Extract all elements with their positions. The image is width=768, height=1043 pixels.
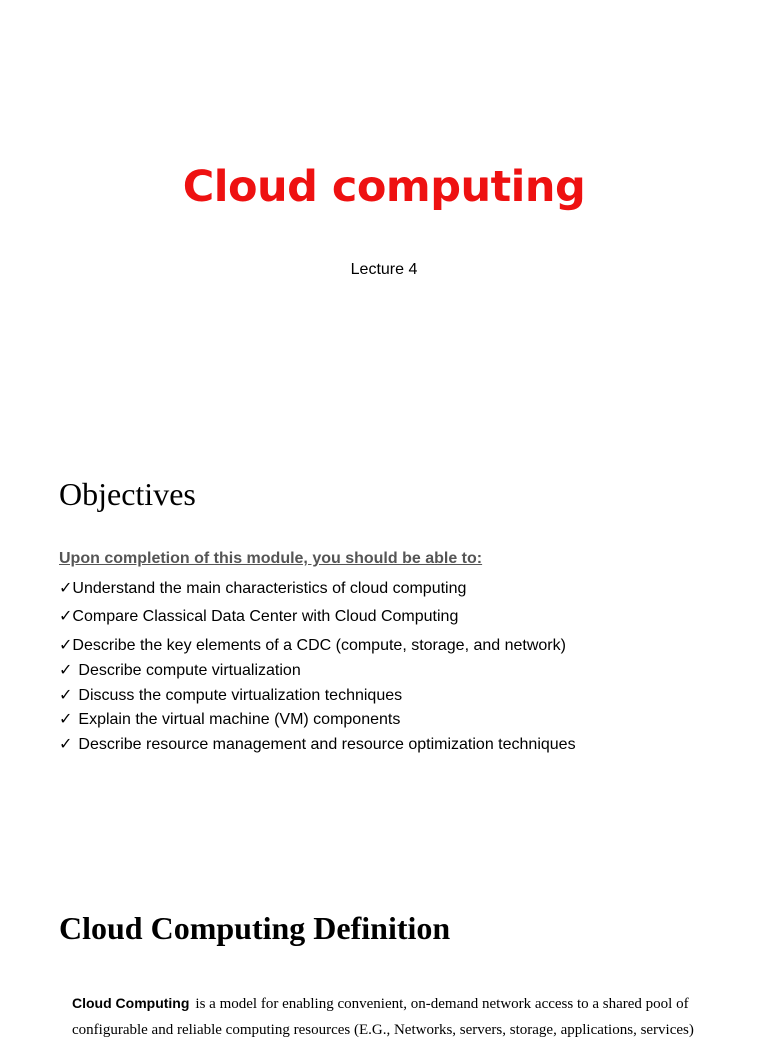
definition-body: is a model for enabling convenient, on-demand network access to a shared pool of configurable and reliable computing resources (E.G., Networks, servers, storage, applications, services) — [72, 996, 694, 1038]
list-item — [59, 606, 458, 626]
slide-title: Cloud computing — [182, 162, 586, 212]
definition-heading: Cloud Computing Definition — [59, 910, 451, 946]
checkmark-icon: ✓ — [59, 711, 73, 728]
objectives-intro: Upon completion of this module, you should be able to: — [59, 550, 483, 567]
title-slide — [0, 0, 768, 432]
objectives-slide — [0, 432, 768, 864]
objectives-heading: Objectives — [59, 476, 196, 512]
list-item-text: Understand the main characteristics of cloud computing — [72, 580, 467, 597]
list-item-text: Compare Classical Data Center with Cloud Computing — [72, 608, 459, 625]
list-item-text: Explain the virtual machine (VM) components — [78, 711, 401, 728]
list-item — [59, 734, 576, 754]
definition-slide — [0, 864, 768, 1038]
list-item-text: Describe compute virtualization — [78, 662, 301, 679]
checkmark-icon: ✓ — [59, 608, 73, 625]
checkmark-icon: ✓ — [59, 580, 73, 597]
list-item — [59, 685, 402, 705]
list-item — [59, 709, 400, 729]
list-item — [59, 578, 466, 598]
definition-term: Cloud Computing — [72, 995, 190, 1011]
checkmark-icon: ✓ — [59, 662, 73, 679]
slide-subtitle: Lecture 4 — [350, 261, 418, 278]
checkmark-icon: ✓ — [59, 687, 73, 704]
list-item-text: Describe the key elements of a CDC (compute, storage, and network) — [72, 637, 566, 654]
list-item — [59, 660, 301, 680]
list-item — [59, 635, 566, 655]
checkmark-icon: ✓ — [59, 637, 73, 654]
list-item-text: Describe resource management and resource optimization techniques — [78, 736, 576, 753]
checkmark-icon: ✓ — [59, 736, 73, 753]
definition-paragraph — [72, 990, 712, 1043]
list-item-text: Discuss the compute virtualization techniques — [78, 687, 403, 704]
